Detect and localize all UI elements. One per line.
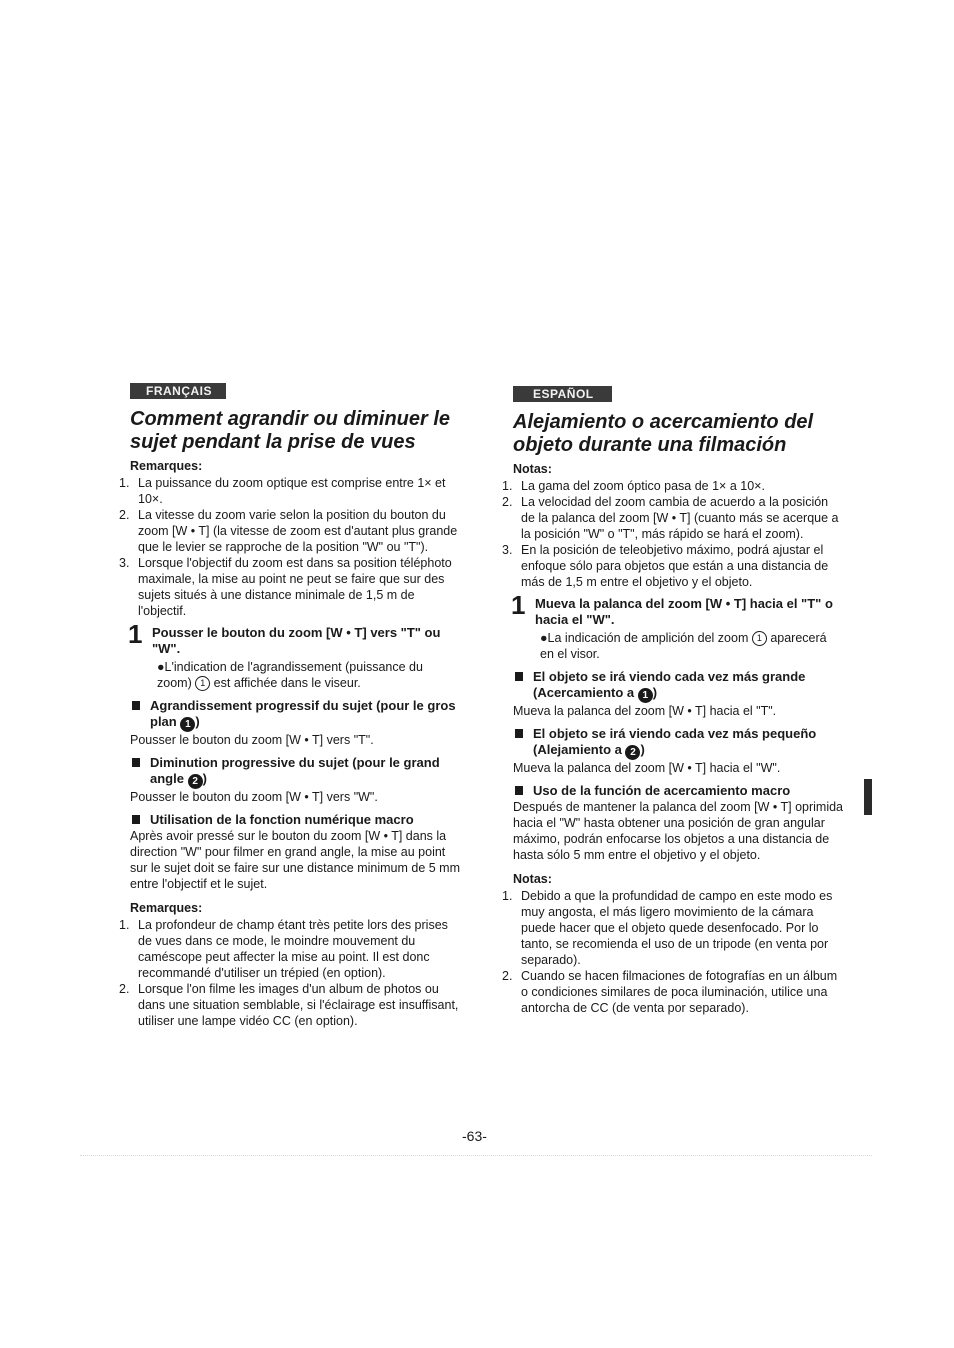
section-body: Después de mantener la palanca del zoom [W • T] oprimida hacia el "W" hasta obtener una posición de gran angular máximo, podrán enfocarse los objetos a una distancia de hasta sólo 5 mm entre el objetivo y el objeto. (513, 800, 844, 862)
section-heading: Agrandissement progressif du sujet (pour le gros plan 1 ) (130, 698, 460, 732)
section-heading: Utilisation de la fonction numérique macro (130, 812, 460, 828)
step-number: 1 (128, 619, 143, 649)
french-column (119, 382, 460, 1029)
section-heading: El objeto se irá viendo cada vez más pequeño (Alejamiento a 2 ) (513, 726, 843, 760)
section-body: Mueva la palanca del zoom [W • T] hacia el "W". (513, 761, 781, 775)
filled-circled-number-icon: 1 (638, 688, 653, 703)
section-body: Pousser le bouton du zoom [W • T] vers "W". (130, 790, 378, 804)
section-macro (513, 783, 843, 863)
section-body: Après avoir pressé sur le bouton du zoom [W • T] dans la direction "W" pour filmer en grand angle, la mise au point sur le sujet doit se faire sur une distance minimum de 5 mm entre l'objectif et le sujet. (130, 829, 460, 891)
section-body: Mueva la palanca del zoom [W • T] hacia el "T". (513, 704, 777, 718)
filled-circled-number-icon: 2 (625, 745, 640, 760)
step-note: ●La indicación de amplición del zoom 1 aparecerá en el visor. (540, 631, 827, 661)
square-bullet-icon (515, 672, 523, 681)
list-item: 2. Lorsque l'on filme les images d'un album de photos ou dans une situation semblable, si l'éclairage est insuffisant, utiliser une lampe vidéo CC (en option). (119, 982, 459, 1028)
section-title-fr: Comment agrandir ou diminuer le sujet pendant la prise de vues (130, 408, 451, 453)
remarks-list (502, 888, 843, 1016)
remarks-label: Remarques: (130, 459, 203, 473)
circled-number-icon: 1 (195, 676, 210, 691)
page-number: -63- (462, 1128, 487, 1144)
list-item: 1. Debido a que la profundidad de campo en este modo es muy angosta, el más ligero movimiento de la cámara puede hacer que el objeto quede desenfocado. Por lo tanto, se recomienda el uso de un tripode (en venta por separado). (502, 889, 833, 967)
side-index-tab (864, 779, 872, 815)
filled-circled-number-icon: 2 (188, 774, 203, 789)
step-1 (511, 590, 843, 662)
step-title: Pousser le bouton du zoom [W • T] vers "T" ou "W". (152, 625, 441, 656)
step-number: 1 (511, 590, 526, 620)
section-heading: Diminution progressive du sujet (pour le grand angle 2 ) (130, 755, 460, 789)
section-zoom-out (130, 755, 460, 805)
square-bullet-icon (132, 701, 140, 710)
circled-number-icon: 1 (752, 631, 767, 646)
section-body: Pousser le bouton du zoom [W • T] vers "T". (130, 733, 374, 747)
square-bullet-icon (132, 758, 140, 767)
list-item: 2. La vitesse du zoom varie selon la position du bouton du zoom [W • T] (la vitesse de zoom est d'autant plus grande que le levier se rapproche de la position "W" ou "T"). (119, 508, 458, 554)
remarks-list (502, 478, 843, 590)
list-item: 3. Lorsque l'objectif du zoom est dans sa position téléphoto maximale, la mise au point ne peut se faire que sur des sujets situés à une distance minimale de 1,5 m de l'objectif. (119, 556, 452, 618)
language-badge-espanol: ESPAÑOL (513, 386, 612, 402)
section-title-es: Alejamiento o acercamiento del objeto durante una filmación (513, 411, 814, 456)
page-divider (80, 1155, 872, 1156)
square-bullet-icon (515, 729, 523, 738)
remarks-label: Notas: (513, 462, 552, 476)
list-item: 1. La puissance du zoom optique est comprise entre 1× et 10×. (119, 476, 446, 506)
section-macro (130, 812, 460, 892)
spanish-column (502, 385, 844, 1016)
list-item: 1. La profondeur de champ étant très petite lors des prises de vues dans ce mode, le moindre mouvement du caméscope peut affecter la mise au point. Il est donc recommandé d'utiliser un trépied (en option). (119, 918, 448, 980)
section-zoom-out (513, 726, 843, 776)
remarks-list (119, 475, 460, 619)
list-item: 2. Cuando se hacen filmaciones de fotografías en un álbum o condiciones similares de poca iluminación, utilice una antorcha de CC (de venta por separado). (502, 969, 838, 1015)
section-heading: El objeto se irá viendo cada vez más grande (Acercamiento a 1 ) (513, 669, 843, 703)
filled-circled-number-icon: 1 (180, 717, 195, 732)
step-title: Mueva la palanca del zoom [W • T] hacia el "T" o hacia el "W". (535, 596, 833, 627)
list-item: 2. La velocidad del zoom cambia de acuerdo a la posición de la palanca del zoom [W • T] (cuanto más se acerque a la posición "W" o "T", más rápido se hará el zoom). (502, 495, 839, 541)
square-bullet-icon (132, 815, 140, 824)
section-zoom-in (130, 698, 460, 748)
remarks-label: Notas: (513, 872, 552, 886)
square-bullet-icon (515, 786, 523, 795)
step-1 (128, 619, 460, 691)
step-note: ●L'indication de l'agrandissement (puissance du zoom) 1 est affichée dans le viseur. (157, 660, 423, 690)
list-item: 3. En la posición de teleobjetivo máximo, podrá ajustar el enfoque sólo para objetos que están a una distancia de más de 1,5 m entre el objetivo y el objeto. (502, 543, 829, 589)
remarks-list (119, 917, 460, 1029)
language-badge-francais: FRANÇAIS (130, 383, 226, 399)
remarks-label: Remarques: (130, 901, 203, 915)
list-item: 1. La gama del zoom óptico pasa de 1× a 10×. (502, 479, 765, 493)
section-zoom-in (513, 669, 843, 719)
section-heading: Uso de la función de acercamiento macro (513, 783, 843, 799)
